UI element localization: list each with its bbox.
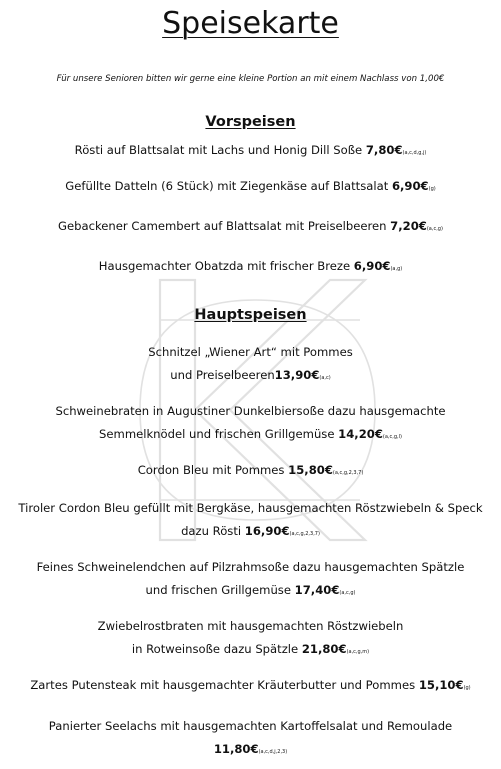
menu-item xyxy=(0,498,501,544)
allergen-codes: (a,c,g,2,3,7) xyxy=(332,470,364,476)
item-price: 6,90€ xyxy=(353,259,391,273)
item-line xyxy=(0,216,501,239)
allergen-codes: (g) xyxy=(463,685,471,691)
item-line xyxy=(0,365,501,388)
allergen-codes: (g) xyxy=(428,186,436,192)
item-price: 15,80€ xyxy=(288,463,333,477)
item-text: Gebackener Camembert auf Blattsalat mit Preiselbeeren xyxy=(58,219,391,233)
item-line xyxy=(0,498,501,521)
item-text: Zartes Putensteak mit hausgemachter Kräuterbutter und Pommes xyxy=(30,678,419,692)
menu-item xyxy=(0,675,501,698)
item-line xyxy=(0,521,501,544)
item-text: Schnitzel „Wiener Art“ mit Pommes xyxy=(148,345,353,359)
menu-item xyxy=(0,216,501,239)
item-line xyxy=(0,424,501,447)
item-line xyxy=(0,616,501,639)
item-line xyxy=(0,256,501,279)
item-line xyxy=(0,639,501,662)
item-line xyxy=(0,342,501,365)
item-price: 11,80€ xyxy=(213,742,259,756)
section-title-hauptspeisen: Hauptspeisen xyxy=(194,307,307,323)
allergen-codes: (a,c,g) xyxy=(426,226,443,232)
menu-item xyxy=(0,401,501,447)
item-line xyxy=(0,176,501,199)
item-text: Feines Schweinelendchen auf Pilzrahmsoße dazu hausgemachten Spätzle xyxy=(36,560,465,574)
menu-item xyxy=(0,176,501,199)
menu-item xyxy=(0,140,501,163)
item-text: Schweinebraten in Augustiner Dunkelbiersoße dazu hausgemachte xyxy=(55,404,446,418)
item-price: 13,90€ xyxy=(274,368,320,382)
item-price: 15,10€ xyxy=(418,678,464,692)
section-title-vorspeisen: Vorspeisen xyxy=(205,114,296,130)
item-line xyxy=(0,140,501,163)
item-text: Cordon Bleu mit Pommes xyxy=(137,463,289,477)
item-text: Zwiebelrostbraten mit hausgemachten Röstzwiebeln xyxy=(97,619,404,633)
item-line xyxy=(0,739,501,762)
menu-item xyxy=(0,342,501,388)
item-price: 7,20€ xyxy=(390,219,427,233)
item-price: 7,80€ xyxy=(365,143,403,157)
menu-item xyxy=(0,557,501,603)
menu-item xyxy=(0,716,501,762)
allergen-codes: (a,c,g,l) xyxy=(382,434,402,440)
item-line xyxy=(0,580,501,603)
item-text: Tiroler Cordon Bleu gefüllt mit Bergkäse, hausgemachten Röstzwiebeln & Speck xyxy=(18,501,483,515)
allergen-codes: (a,c,d,j,2,3) xyxy=(258,749,288,755)
allergen-codes: (a,c,g) xyxy=(339,590,356,596)
item-text: und Preiselbeeren xyxy=(170,368,275,382)
senior-discount-note: Für unsere Senioren bitten wir gerne eine kleine Portion an mit einem Nachlass von 1,00€ xyxy=(56,74,445,84)
menu-title: Speisekarte xyxy=(162,6,339,41)
item-text: Semmelknödel und frischen Grillgemüse xyxy=(99,427,339,441)
menu-item xyxy=(0,256,501,279)
item-text: dazu Rösti xyxy=(181,524,245,538)
allergen-codes: (a,c,d,g,j) xyxy=(402,150,427,156)
item-price: 14,20€ xyxy=(338,427,383,441)
item-line xyxy=(0,460,501,483)
item-price: 6,90€ xyxy=(391,179,429,193)
item-line xyxy=(0,716,501,739)
item-price: 17,40€ xyxy=(294,583,340,597)
item-price: 16,90€ xyxy=(244,524,290,538)
item-line xyxy=(0,675,501,698)
item-line xyxy=(0,557,501,580)
item-text: und frischen Grillgemüse xyxy=(145,583,295,597)
allergen-codes: (a,c,g,m) xyxy=(346,649,370,655)
allergen-codes: (a,g) xyxy=(390,266,403,272)
menu-item xyxy=(0,616,501,662)
allergen-codes: (a,c) xyxy=(319,375,331,381)
item-text: Hausgemachter Obatzda mit frischer Breze xyxy=(98,259,354,273)
item-price: 21,80€ xyxy=(301,642,347,656)
item-text: in Rotweinsoße dazu Spätzle xyxy=(131,642,302,656)
item-text: Panierter Seelachs mit hausgemachten Kartoffelsalat und Remoulade xyxy=(48,719,453,733)
item-line xyxy=(0,401,501,424)
item-text: Rösti auf Blattsalat mit Lachs und Honig Dill Soße xyxy=(74,143,366,157)
item-text: Gefüllte Datteln (6 Stück) mit Ziegenkäse auf Blattsalat xyxy=(65,179,392,193)
allergen-codes: (a,c,g,2,3,7) xyxy=(289,531,320,537)
menu-item xyxy=(0,460,501,483)
